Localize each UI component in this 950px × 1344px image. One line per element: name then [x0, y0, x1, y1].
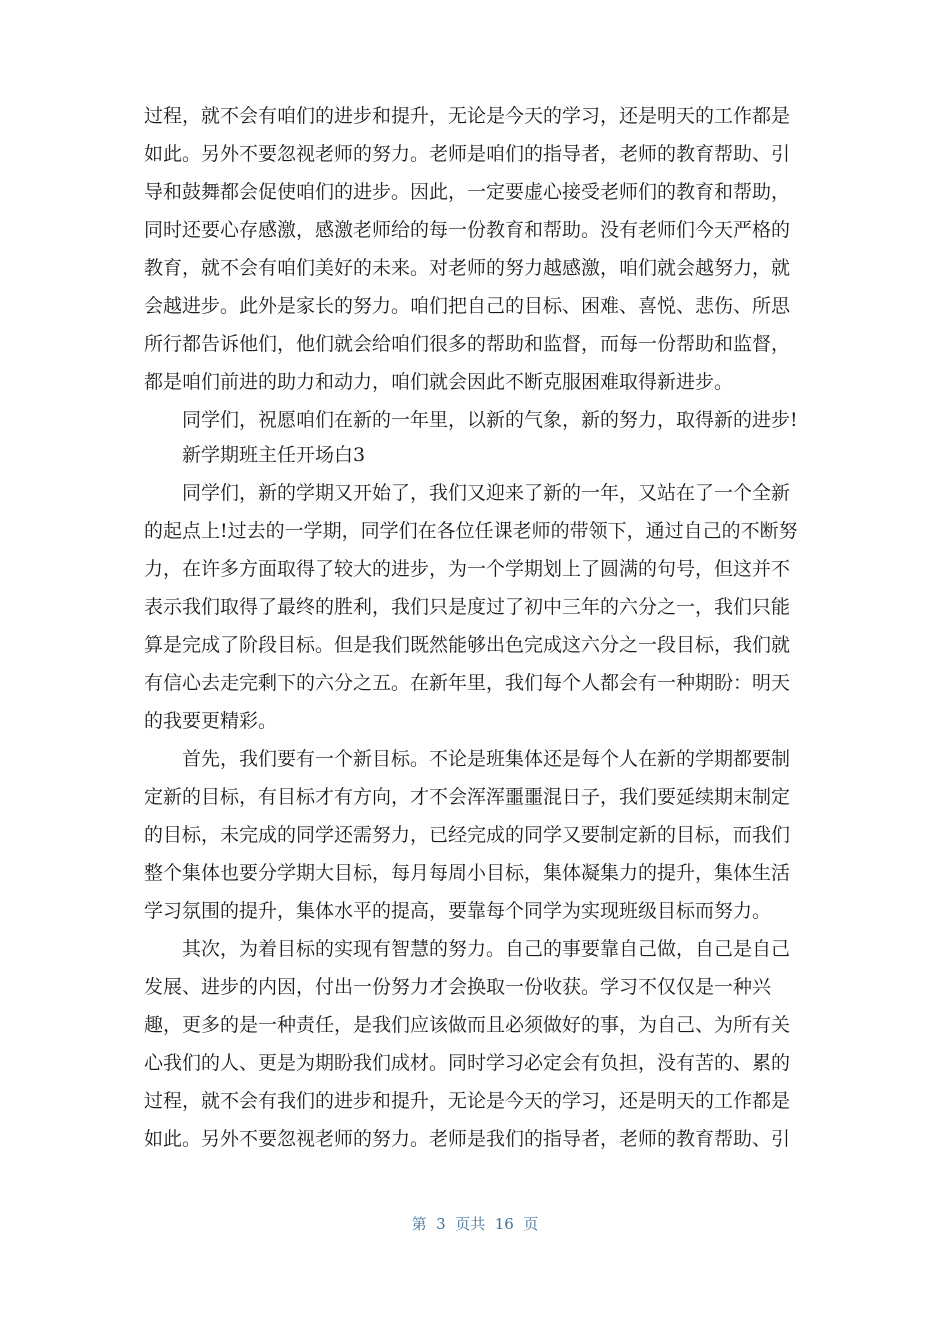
- text-line: 导和鼓舞都会促使咱们的进步。因此，一定要虚心接受老师们的教育和帮助，: [144, 181, 791, 203]
- text-line: 的起点上!过去的一学期，同学们在各位任课老师的带领下，通过自己的不断努: [144, 520, 798, 542]
- text-line: 算是完成了阶段目标。但是我们既然能够出色完成这六分之一段目标，我们就: [144, 634, 791, 656]
- text-line: 会越进步。此外是家长的努力。咱们把自己的目标、困难、喜悦、悲伤、所思: [144, 295, 791, 317]
- text-line: 表示我们取得了最终的胜利，我们只是度过了初中三年的六分之一，我们只能: [144, 596, 791, 618]
- text-line: 如此。另外不要忽视老师的努力。老师是我们的指导者，老师的教育帮助、引: [144, 1128, 791, 1150]
- section-heading: 新学期班主任开场白3: [182, 444, 366, 466]
- text-line: 趣，更多的是一种责任，是我们应该做而且必须做好的事，为自己、为所有关: [144, 1014, 791, 1036]
- paragraph-first-line: 首先，我们要有一个新目标。不论是班集体还是每个人在新的学期都要制: [182, 748, 791, 770]
- text-line: 心我们的人、更是为期盼我们成材。同时学习必定会有负担，没有苦的、累的: [144, 1052, 791, 1074]
- text-line: 同时还要心存感激，感激老师给的每一份教育和帮助。没有老师们今天严格的: [144, 219, 791, 241]
- text-line: 所行都告诉他们，他们就会给咱们很多的帮助和监督，而每一份帮助和监督，: [144, 333, 791, 355]
- text-line: 过程，就不会有我们的进步和提升，无论是今天的学习，还是明天的工作都是: [144, 1090, 791, 1112]
- text-line: 如此。另外不要忽视老师的努力。老师是咱们的指导者，老师的教育帮助、引: [144, 143, 791, 165]
- paragraph-first-line: 其次，为着目标的实现有智慧的努力。自己的事要靠自己做，自己是自己: [182, 938, 791, 960]
- text-line: 的目标，未完成的同学还需努力，已经完成的同学又要制定新的目标，而我们: [144, 824, 791, 846]
- page-number-footer: 第 3 页共 16 页: [411, 1215, 539, 1233]
- text-line: 定新的目标，有目标才有方向，才不会浑浑噩噩混日子，我们要延续期末制定: [144, 786, 791, 808]
- text-line: 发展、进步的内因，付出一份努力才会换取一份收获。学习不仅仅是一种兴: [144, 976, 772, 998]
- text-line: 都是咱们前进的助力和动力，咱们就会因此不断克服困难取得新进步。: [144, 371, 734, 393]
- text-line: 整个集体也要分学期大目标，每月每周小目标，集体凝集力的提升，集体生活: [144, 862, 791, 884]
- paragraph-first-line: 同学们，祝愿咱们在新的一年里，以新的气象，新的努力，取得新的进步!: [182, 409, 798, 431]
- text-line: 教育，就不会有咱们美好的未来。对老师的努力越感激，咱们就会越努力，就: [144, 257, 791, 279]
- paragraph-first-line: 同学们，新的学期又开始了，我们又迎来了新的一年，又站在了一个全新: [182, 482, 791, 504]
- text-line: 过程，就不会有咱们的进步和提升，无论是今天的学习，还是明天的工作都是: [144, 105, 791, 127]
- text-line: 有信心去走完剩下的六分之五。在新年里，我们每个人都会有一种期盼：明天: [144, 672, 791, 694]
- text-line: 学习氛围的提升，集体水平的提高，要靠每个同学为实现班级目标而努力。: [144, 900, 772, 922]
- text-line: 力，在许多方面取得了较大的进步，为一个学期划上了圆满的句号，但这并不: [144, 558, 791, 580]
- text-line: 的我要更精彩。: [144, 710, 278, 732]
